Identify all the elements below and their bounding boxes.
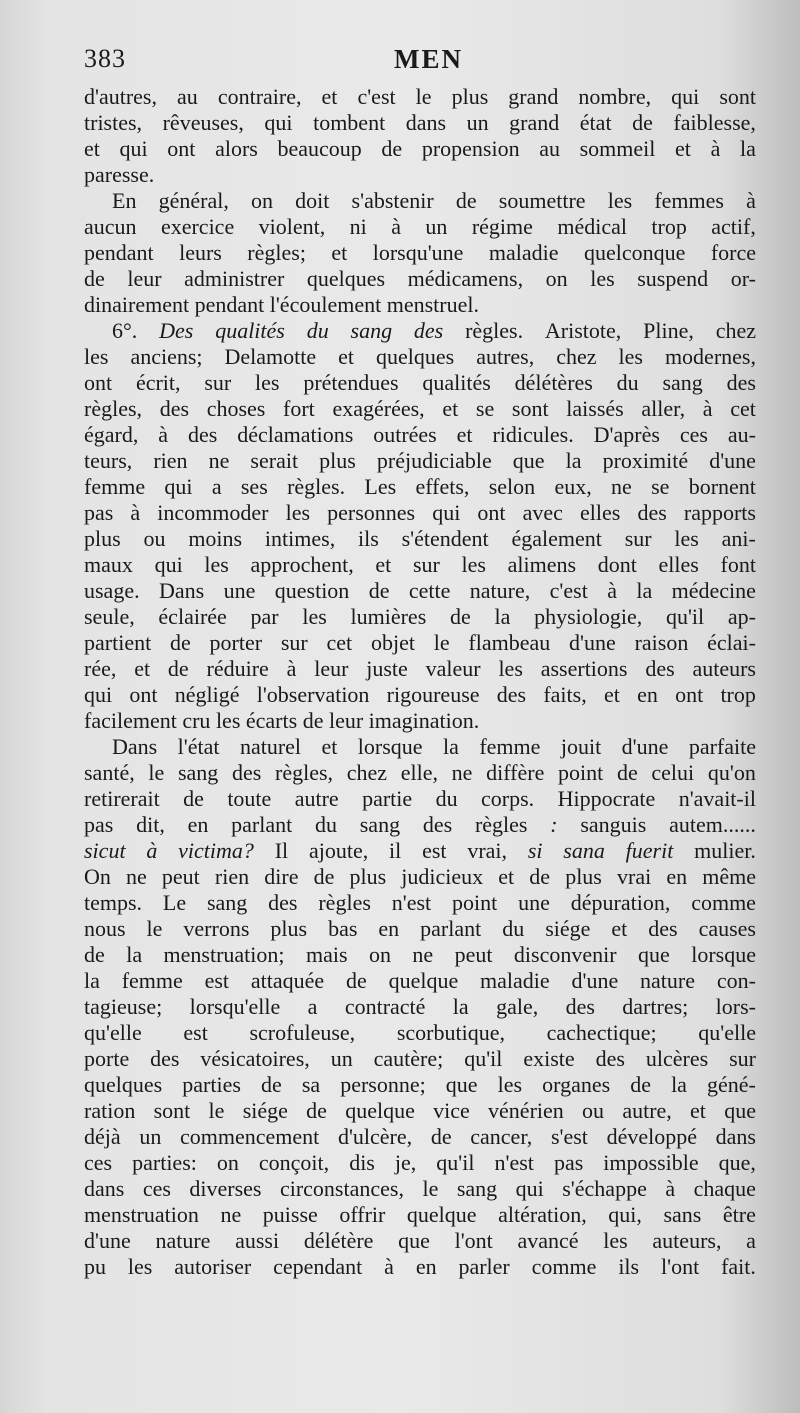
text-line: ces parties: on conçoit, dis je, qu'il n'est pas impossible que, [84,1150,756,1175]
text-line: partient de porter sur cet objet le flambeau d'une raison éclai- [84,630,756,655]
text-line: tristes, rêveuses, qui tombent dans un grand état de faiblesse, [84,110,756,135]
text-line: quelques parties de sa personne; que les organes de la géné- [84,1072,756,1097]
text-line: paresse. [84,162,155,187]
text-line: menstruation ne puisse offrir quelque altération, qui, sans être [84,1202,756,1227]
text-line: ont écrit, sur les prétendues qualités délétères du sang des [84,370,756,395]
running-head: MEN [394,44,463,74]
text-line: d'une nature aussi délétère que l'ont avancé les auteurs, a [84,1228,756,1253]
text-line: En général, on doit s'abstenir de soumettre les femmes à [112,188,756,213]
text-line: la femme est attaquée de quelque maladie d'une nature con- [84,968,756,993]
text-line: aucun exercice violent, ni à un régime médical trop actif, [84,214,756,239]
text-line: pas dit, en parlant du sang des règles : sanguis autem...... [84,812,756,837]
text-line: pas à incommoder les personnes qui ont avec elles des rapports [84,500,756,525]
text-line: pendant leurs règles; et lorsqu'une maladie quelconque force [84,240,756,265]
text-line: qu'elle est scrofuleuse, scorbutique, cachectique; qu'elle [84,1020,756,1045]
text-line: seule, éclairée par les lumières de la physiologie, qu'il ap- [84,604,756,629]
text-line: On ne peut rien dire de plus judicieux et de plus vrai en même [84,864,756,889]
text-line: plus ou moins intimes, ils s'étendent également sur les ani- [84,526,756,551]
text-line: qui ont négligé l'observation rigoureuse des faits, et en ont trop [84,682,756,707]
text-line: usage. Dans une question de cette nature, c'est à la médecine [84,578,756,603]
text-line: santé, le sang des règles, chez elle, ne diffère point de celui qu'on [84,760,756,785]
text-line: les anciens; Delamotte et quelques autres, chez les modernes, [84,344,756,369]
text-line: sicut à victima? Il ajoute, il est vrai, si sana fuerit mulier. [84,838,756,863]
text-line: teurs, rien ne serait plus préjudiciable que la proximité d'une [84,448,756,473]
text-line: maux qui les approchent, et sur les alimens dont elles font [84,552,756,577]
text-line: et qui ont alors beaucoup de propension au sommeil et à la [84,136,756,161]
text-line: dans ces diverses circonstances, le sang qui s'échappe à chaque [84,1176,756,1201]
text-line: tagieuse; lorsqu'elle a contracté la gale, des dartres; lors- [84,994,756,1019]
body-text [84,84,756,1280]
text-line: femme qui a ses règles. Les effets, selon eux, ne se bornent [84,474,756,499]
text-line: ration sont le siége de quelque vice vénérien ou autre, et que [84,1098,756,1123]
text-line: de leur administrer quelques médicamens, on les suspend or- [84,266,756,291]
text-line: facilement cru les écarts de leur imagination. [84,708,480,733]
text-line: d'autres, au contraire, et c'est le plus grand nombre, qui sont [84,84,756,109]
text-line: Dans l'état naturel et lorsque la femme jouit d'une parfaite [112,734,756,759]
text-line: retirerait de toute autre partie du corps. Hippocrate n'avait-il [84,786,756,811]
text-line: rée, et de réduire à leur juste valeur les assertions des auteurs [84,656,756,681]
page-number: 383 [84,44,126,73]
text-line: porte des vésicatoires, un cautère; qu'il existe des ulcères sur [84,1046,756,1071]
page-header [84,40,755,84]
text-line: temps. Le sang des règles n'est point une dépuration, comme [84,890,756,915]
text-line: dinairement pendant l'écoulement menstruel. [84,292,479,317]
text-line: égard, à des déclamations outrées et ridicules. D'après ces au- [84,422,756,447]
text-line: déjà un commencement d'ulcère, de cancer, s'est développé dans [84,1124,756,1149]
text-line: de la menstruation; mais on ne peut disconvenir que lorsque [84,942,756,967]
text-line: 6°. Des qualités du sang des règles. Aristote, Pline, chez [112,318,756,343]
text-line: pu les autoriser cependant à en parler comme ils l'ont fait. [84,1254,756,1279]
text-line: règles, des choses fort exagérées, et se sont laissés aller, à cet [84,396,756,421]
text-line: nous le verrons plus bas en parlant du siége et des causes [84,916,756,941]
